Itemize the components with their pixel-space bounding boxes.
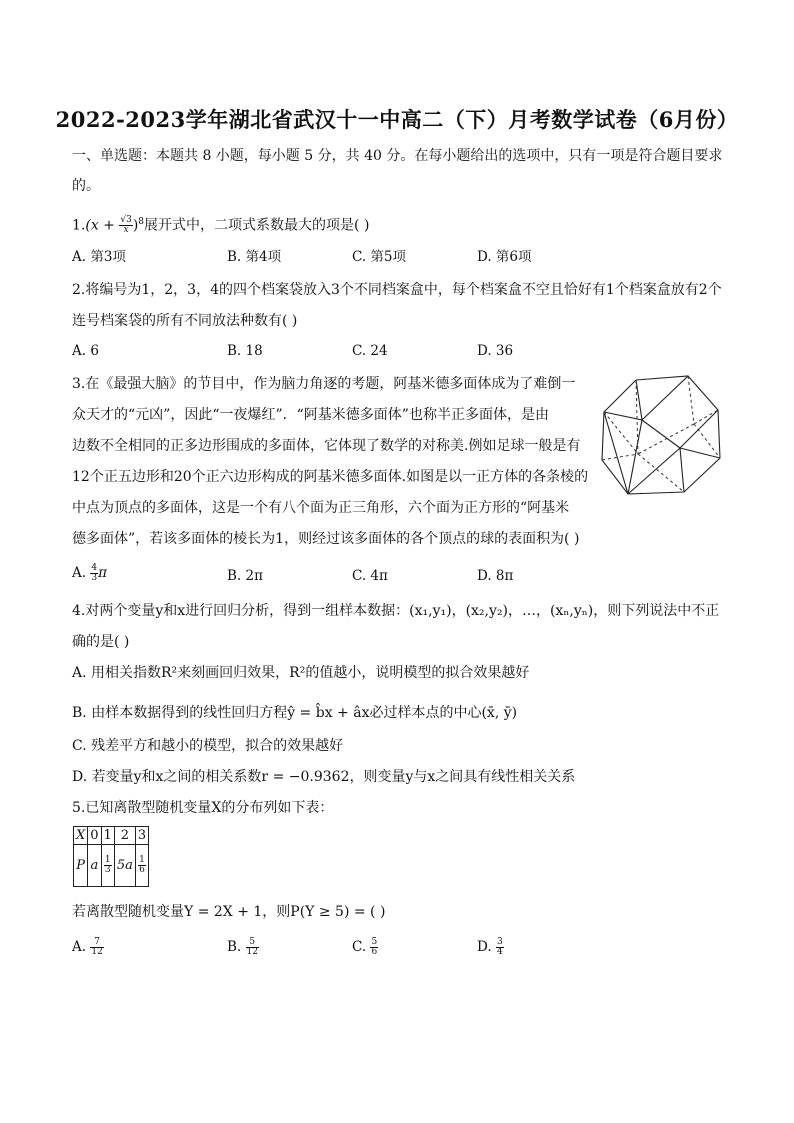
q3-option-c: C. 4π [352, 568, 388, 584]
q1-option-c: C. 第5项 [352, 249, 407, 265]
table-fraction [104, 856, 112, 875]
question-4: 4.对两个变量y和x进行回归分析，得到一组样本数据：(x₁,y₁)，(x₂,y₂)，…，(xₙ,yₙ)，则下列说法中不正 [72, 603, 720, 619]
fraction-den: 12 [91, 947, 103, 957]
fraction-den: 3 [104, 865, 111, 875]
q2-option-d: D. 36 [477, 343, 514, 359]
distribution-table [73, 826, 149, 887]
option-fraction [246, 938, 259, 957]
q5-option-c [352, 937, 378, 957]
figure-edge [680, 448, 684, 492]
question-3-line-1: 3.在《最强大脑》的节目中，作为脑力角逐的考题，阿基米德多面体成为了难倒一 [72, 376, 576, 392]
option-fraction [370, 938, 378, 957]
q4-option-b: B. 由样本数据得到的线性回归方程ŷ = b̂x + âx必过样本点的中心(x̄, ȳ) [72, 705, 518, 721]
option-label: C. [352, 939, 367, 955]
question-4-cont: 确的是( ) [72, 634, 130, 650]
fraction-num: 3 [496, 937, 503, 947]
q1-option-b: B. 第4项 [227, 249, 282, 265]
q2-option-c: C. 24 [352, 343, 388, 359]
figure-edge [642, 376, 688, 420]
question-1 [72, 212, 369, 236]
question-2-cont: 连号档案袋的所有不同放法种数有( ) [72, 313, 298, 329]
figure-hidden-edge [602, 454, 638, 460]
table-cell: 2 [114, 827, 135, 845]
q5-option-a [72, 937, 104, 957]
table-cell: X [74, 827, 88, 845]
q1-expr-post: ) [132, 217, 139, 234]
table-cell: 1 [101, 827, 114, 845]
option-label: D. [477, 939, 492, 955]
option-fraction [496, 938, 504, 957]
page-title: 2022-2023学年湖北省武汉十一中高二（下）月考数学试卷（6月份） [55, 107, 739, 132]
question-5: 5.已知离散型随机变量X的分布列如下表： [72, 800, 334, 816]
q1-text: 展开式中，二项式系数最大的项是( ) [144, 217, 370, 234]
fraction-num: 7 [90, 938, 103, 948]
q5-option-b [227, 937, 259, 957]
fraction-den: 6 [139, 865, 145, 875]
fraction-den: 6 [371, 947, 378, 957]
q3-option-d: D. 8π [477, 568, 514, 584]
q2-option-b: B. 18 [227, 343, 263, 359]
q1-frac-num: √3 [120, 215, 132, 226]
table-row [74, 827, 149, 845]
option-label: B. [227, 939, 242, 955]
question-3-line-3: 边数不全相同的正多边形围成的多面体，它体现了数学的对称美.例如足球一般是有 [72, 438, 581, 454]
fraction-num: 5 [371, 937, 378, 947]
q1-fraction [119, 216, 132, 235]
table-cell: 3 [135, 827, 148, 845]
q3-option-a [72, 563, 107, 583]
section-instruction-cont: 的。 [72, 178, 100, 194]
table-cell: P [74, 845, 88, 887]
fraction-den: 12 [246, 947, 258, 957]
table-cell [135, 845, 148, 887]
q1-expr-pre: (x + [85, 217, 120, 234]
figure-edge [680, 410, 718, 448]
question-2: 2.将编号为1，2，3，4的四个档案袋放入3个不同档案盒中，每个档案盒不空且恰好有1个档案盒放有2个 [72, 282, 722, 298]
q3-option-a-label: A. [72, 565, 87, 581]
q1-option-d: D. 第6项 [477, 249, 532, 265]
question-3-line-2: 众天才的“元凶”，因此“一夜爆红”．“阿基米德多面体”也称半正多面体，是由 [72, 407, 549, 423]
q3-option-b: B. 2π [227, 568, 263, 584]
q4-option-d: D. 若变量y和x之间的相关系数r = −0.9362，则变量y与x之间具有线性相关关系 [72, 769, 576, 785]
question-5-cont: 若离散型随机变量Y = 2X + 1，则P(Y ≥ 5) = ( ) [72, 904, 386, 920]
figure-hidden-edge [688, 376, 694, 424]
option-fraction [90, 938, 103, 957]
q3-option-a-den: 3 [91, 573, 98, 583]
fraction-num: 1 [104, 855, 111, 865]
table-fraction [138, 856, 146, 875]
q4-option-c: C. 残差平方和越小的模型，拟合的效果越好 [72, 738, 344, 754]
section-instruction: 一、单选题：本题共 8 小题，每小题 5 分，共 40 分。在每小题给出的选项中，只有一项是符合题目要求 [72, 148, 723, 164]
question-3-line-4: 12个正五边形和20个正六边形构成的阿基米德多面体.如图是以一正方体的各条棱的 [72, 469, 589, 485]
q3-option-a-pi: π [98, 565, 107, 581]
question-3-line-6: 德多面体”，若该多面体的棱长为1，则经过该多面体的各个顶点的球的表面积为( ) [72, 531, 580, 547]
fraction-num: 1 [139, 855, 145, 865]
figure-edge [604, 412, 628, 494]
fraction-num: 5 [246, 938, 259, 948]
figure-hidden-edge [638, 454, 684, 492]
fraction-den: 4 [496, 947, 503, 957]
table-row [74, 845, 149, 887]
q1-number: 1. [72, 217, 86, 234]
cuboctahedron-figure [598, 372, 724, 498]
q1-power: 8 [138, 217, 145, 227]
q3-option-a-fraction [90, 564, 98, 583]
table-cell: a [88, 845, 101, 887]
q4-option-a: A. 用相关指数R²来刻画回归效果，R²的值越小，说明模型的拟合效果越好 [72, 665, 530, 681]
q1-frac-den: x [123, 225, 129, 236]
question-3-line-5: 中点为顶点的多面体，这是一个有八个面为正三角形，六个面为正方形的“阿基米 [72, 500, 570, 516]
q1-option-a: A. 第3项 [72, 249, 126, 265]
table-cell [101, 845, 114, 887]
option-label: A. [72, 939, 87, 955]
q3-option-a-num: 4 [91, 563, 98, 573]
q5-option-d [477, 937, 504, 957]
figure-edge [642, 420, 680, 448]
table-cell: 0 [88, 827, 101, 845]
q2-option-a: A. 6 [72, 343, 99, 359]
table-cell: 5a [114, 845, 135, 887]
